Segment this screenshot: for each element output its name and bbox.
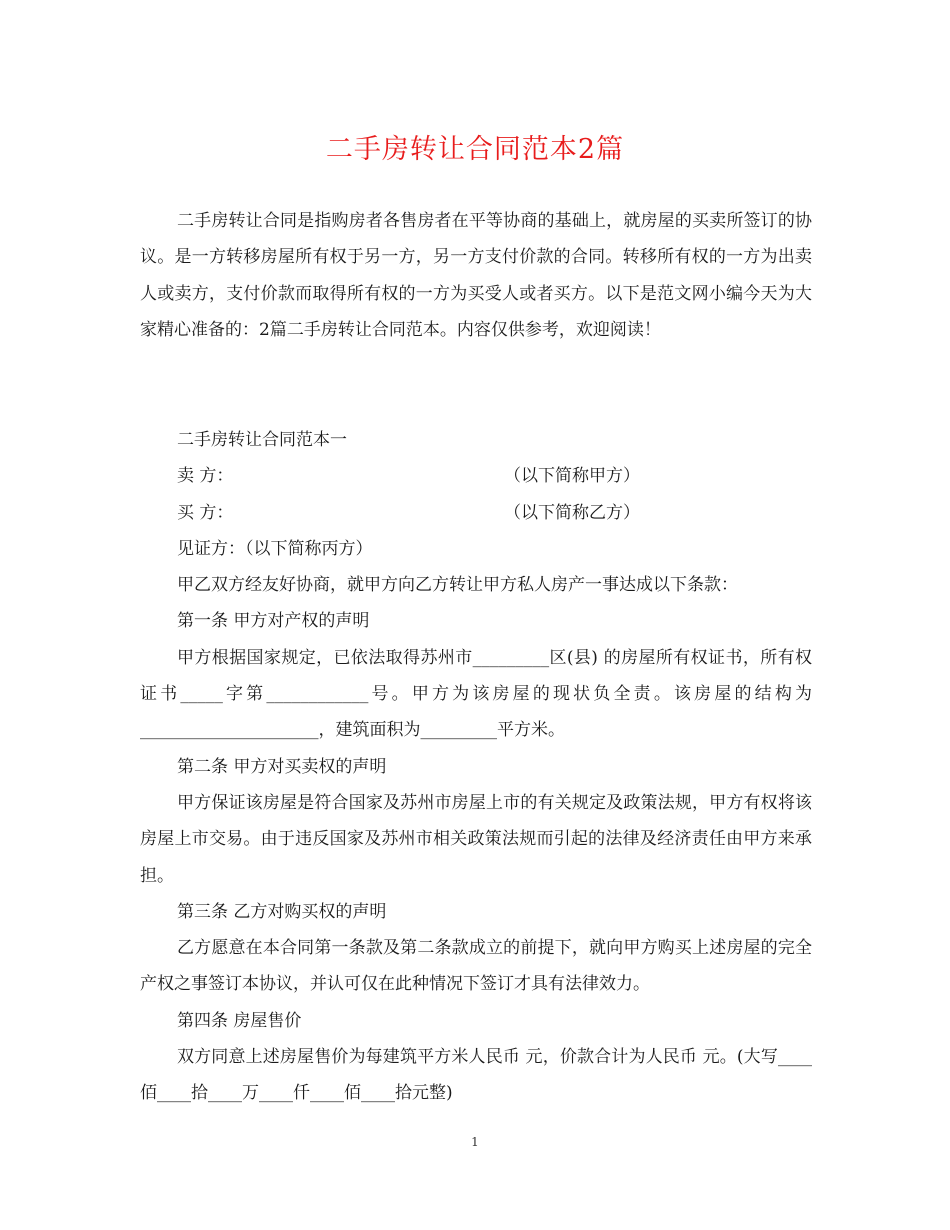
agreement-line: 甲乙双方经友好协商，就甲方向乙方转让甲方私人房产一事达成以下条款：: [177, 575, 738, 596]
article-4-title: 第四条 房屋售价: [177, 1010, 302, 1031]
buyer-line: [140, 495, 812, 531]
witness-line: 见证方：（以下简称丙方）: [177, 538, 373, 559]
seller-note: （以下简称甲方）: [504, 466, 640, 487]
intro-section: [140, 203, 812, 348]
article-4-text: 双方同意上述房屋售价为每建筑平方米人民币 元，价款合计为人民币 元。(大写____佰____拾____万____仟____佰____拾元整): [140, 1047, 812, 1104]
buyer-note: （以下简称乙方）: [504, 502, 640, 523]
section-title: 二手房转让合同范本一: [177, 430, 347, 450]
seller-label: 卖 方：: [177, 466, 234, 487]
article-2-text: 甲方保证该房屋是符合国家及苏州市房屋上市的有关规定及政策法规，甲方有权将该房屋上市交易。由于违反国家及苏州市相关政策法规而引起的法律及经济责任由甲方来承担。: [140, 792, 812, 886]
contract-body: [140, 422, 812, 1112]
page-number: 1: [471, 1135, 479, 1149]
article-3-title: 第三条 乙方对购买权的声明: [177, 901, 387, 922]
article-1-text: 甲方根据国家规定，已依法取得苏州市_________区(县) 的房屋所有权证书，所有权证书_____字第____________号。甲方为该房屋的现状负全责。该房屋的结构为 _____________________，建筑面积为_________平方米。: [140, 647, 812, 741]
buyer-label: 买 方：: [177, 502, 234, 523]
document-title: 二手房转让合同范本2篇: [325, 134, 625, 165]
seller-line: [140, 458, 812, 494]
article-2-title: 第二条 甲方对买卖权的声明: [177, 756, 387, 777]
article-3-text: 乙方愿意在本合同第一条款及第二条款成立的前提下，就向甲方购买上述房屋的完全产权之事签订本协议，并认可仅在此种情况下签订才具有法律效力。: [140, 938, 812, 995]
intro-paragraph: 二手房转让合同是指购房者各售房者在平等协商的基础上，就房屋的买卖所签订的协议。是一方转移房屋所有权于另一方，另一方支付价款的合同。转移所有权的一方为出卖人或卖方，支付价款而取得所有权的一方为买受人或者买方。以下是范文网小编今天为大家精心准备的：2篇二手房转让合同范本。内容仅供参考，欢迎阅读！: [140, 211, 812, 340]
article-1-title: 第一条 甲方对产权的声明: [177, 611, 370, 632]
